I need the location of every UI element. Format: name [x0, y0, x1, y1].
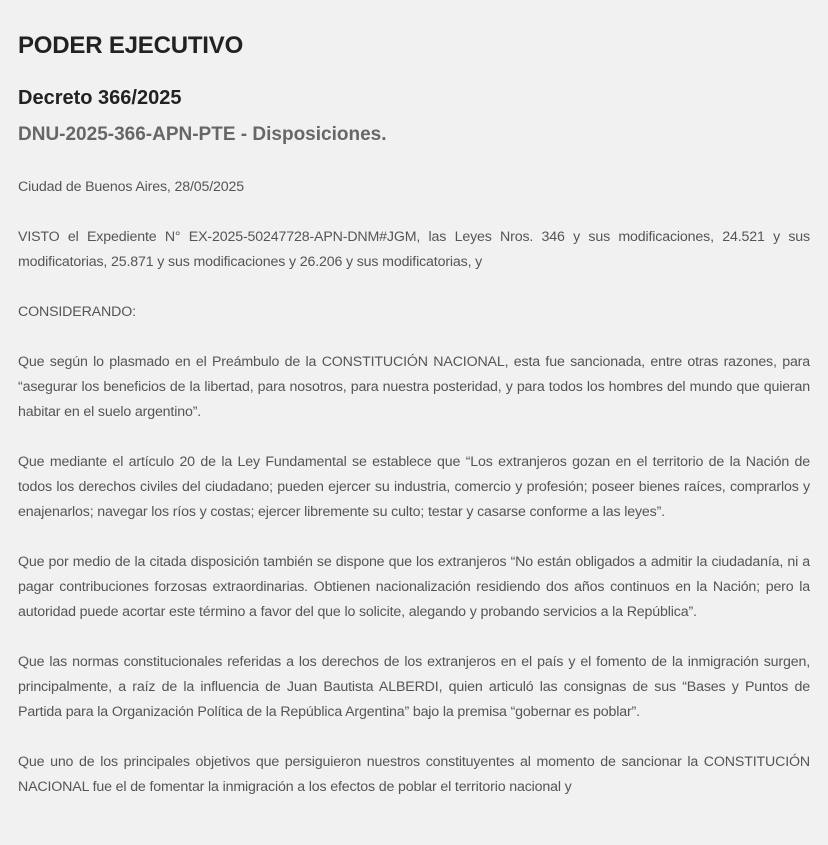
visto-paragraph: VISTO el Expediente N° EX-2025-50247728-APN-DNM#JGM, las Leyes Nros. 346 y sus modificaciones, 24.521 y sus modificatorias, 25.871 y sus modificaciones y 26.206 y sus modificatorias, y	[18, 229, 810, 270]
considerando-paragraph: Que las normas constitucionales referidas a los derechos de los extranjeros en el país y el fomento de la inmigración surgen, principalmente, a raíz de la influencia de Juan Bautista ALBERDI, quien articuló las consignas de sus “Bases y Puntos de Partida para la Organización Política de la República Argentina” bajo la premisa “gobernar es poblar”.	[18, 654, 810, 720]
considerando-paragraph: Que uno de los principales objetivos que persiguieron nuestros constituyentes al momento de sancionar la CONSTITUCIÓN NACIONAL fue el de fomentar la inmigración a los efectos de poblar el territorio nacional y	[18, 754, 810, 795]
section-title: PODER EJECUTIVO	[18, 32, 244, 59]
considerando-label: CONSIDERANDO:	[18, 304, 136, 320]
considerando-paragraph: Que según lo plasmado en el Preámbulo de la CONSTITUCIÓN NACIONAL, esta fue sancionada, entre otras razones, para “asegurar los beneficios de la libertad, para nosotros, para nuestra posteridad, y para todos los hombres del mundo que quieran habitar en el suelo argentino”.	[18, 354, 810, 420]
place-date: Ciudad de Buenos Aires, 28/05/2025	[18, 179, 245, 195]
considerando-paragraph: Que por medio de la citada disposición también se dispone que los extranjeros “No están obligados a admitir la ciudadanía, ni a pagar contribuciones forzosas extraordinarias. Obtienen nacionalización residiendo dos años continuos en la Nación; pero la autoridad puede acortar este término a favor del que lo solicite, alegando y probando servicios a la República”.	[18, 554, 810, 620]
document-body	[18, 175, 810, 800]
considerando-paragraph: Que mediante el artículo 20 de la Ley Fundamental se establece que “Los extranjeros gozan en el territorio de la Nación de todos los derechos civiles del ciudadano; pueden ejercer su industria, comercio y profesión; poseer bienes raíces, comprarlos y enajenarlos; navegar los ríos y costas; ejercer libremente su culto; testar y casarse conforme a las leyes”.	[18, 454, 810, 520]
decree-subtitle: DNU-2025-366-APN-PTE - Disposiciones.	[18, 124, 387, 145]
decree-title: Decreto 366/2025	[18, 87, 182, 109]
